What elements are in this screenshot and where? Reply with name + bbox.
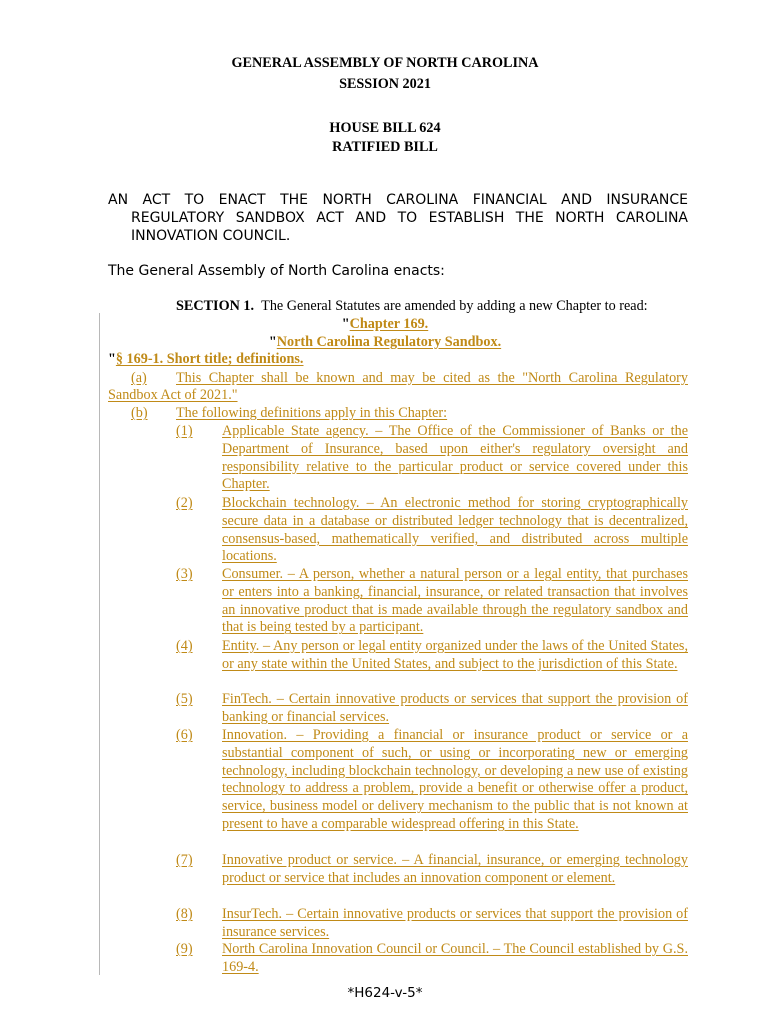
subsection-a-label: (a): [131, 370, 147, 386]
act-title-line-1: AN ACT TO ENACT THE NORTH CAROLINA FINANCIAL AND INSURANCE: [108, 192, 688, 208]
definition-7-number: (7): [176, 852, 193, 868]
definition-4-number: (4): [176, 638, 193, 654]
definition-4-text: Entity. – Any person or legal entity organized under the laws of the United States, or any state within the United States, and subject to the jurisdiction of this State.: [222, 638, 688, 672]
bill-status: RATIFIED BILL: [332, 139, 438, 155]
revision-margin-bar: [99, 313, 100, 975]
enacting-clause: The General Assembly of North Carolina enacts:: [108, 263, 445, 279]
definition-3-number: (3): [176, 566, 193, 582]
section-169-1-heading: "§ 169-1. Short title; definitions.: [108, 351, 304, 367]
act-title-line-3: INNOVATION COUNCIL.: [131, 228, 291, 244]
definition-3-text: Consumer. – A person, whether a natural person or a legal entity, that purchases or enters into a banking, financial, insurance, or related transaction that involves an innovative product that is made available through the regulatory sandbox and that is being tested by a participant.: [222, 566, 688, 636]
definition-1-number: (1): [176, 423, 193, 439]
definition-8-text: InsurTech. – Certain innovative products or services that support the provision of insurance services.: [222, 906, 688, 940]
section-1-line: [176, 298, 648, 315]
definition-9-text: North Carolina Innovation Council or Council. – The Council established by G.S. 169-4.: [222, 941, 688, 975]
definition-5-text: FinTech. – Certain innovative products or services that support the provision of banking or financial services.: [222, 691, 688, 725]
chapter-title: "North Carolina Regulatory Sandbox.: [268, 334, 502, 350]
definition-6-number: (6): [176, 727, 193, 743]
subsection-a-line-2: Sandbox Act of 2021.": [108, 387, 238, 403]
act-title-line-2: REGULATORY SANDBOX ACT AND TO ESTABLISH THE NORTH CAROLINA: [131, 210, 688, 226]
section-1-text: The General Statutes are amended by adding a new Chapter to read:: [261, 298, 648, 314]
bill-number: HOUSE BILL 624: [329, 120, 441, 136]
assembly-heading: GENERAL ASSEMBLY OF NORTH CAROLINA: [231, 55, 539, 71]
subsection-b-label: (b): [131, 405, 148, 421]
definition-5-number: (5): [176, 691, 193, 707]
definition-2-text: Blockchain technology. – An electronic method for storing cryptographically secure data in a database or distributed ledger technology that is decentralized, consensus-based, mathematically verified, and distributed across multiple locations.: [222, 495, 688, 565]
section-1-label: SECTION 1.: [176, 298, 255, 314]
subsection-a-line-1: This Chapter shall be known and may be cited as the "North Carolina Regulatory: [176, 370, 688, 386]
definition-8-number: (8): [176, 906, 193, 922]
session-heading: SESSION 2021: [339, 76, 431, 92]
definition-6-text: Innovation. – Providing a financial or insurance product or service or a substantial component of such, or using or incorporating new or emerging technology, including blockchain technology, or developing a new use of existing technology to address a problem, provide a benefit or otherwise offer a product, service, business model or delivery mechanism to the public that is not known at present to have a comparable widespread offering in this State.: [222, 727, 688, 832]
definition-2-number: (2): [176, 495, 193, 511]
definition-1-text: Applicable State agency. – The Office of the Commissioner of Banks or the Department of Insurance, based upon either's regulatory oversight and responsibility relative to the particular product or service covered under this Chapter.: [222, 423, 688, 493]
definition-7-text: Innovative product or service. – A financial, insurance, or emerging technology product or service that includes an innovation component or element.: [222, 852, 688, 886]
definition-9-number: (9): [176, 941, 193, 957]
chapter-heading: "Chapter 169.: [341, 316, 429, 332]
bill-footer-code: *H624-v-5*: [347, 985, 423, 1001]
subsection-b-text: The following definitions apply in this Chapter:: [176, 405, 448, 421]
